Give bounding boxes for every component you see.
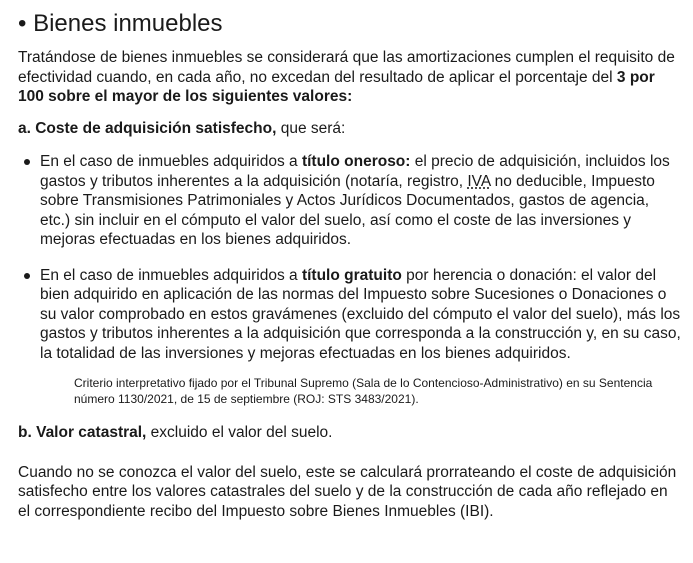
part-b-heading-rest: excluido el valor del suelo. xyxy=(146,424,333,441)
item-mid: el precio de adquisición, incluidos los gastos y tributos inherentes a la adquisición (notaría, registro, xyxy=(40,153,670,190)
part-a-list xyxy=(18,152,681,363)
item-post: no deducible, Impuesto sobre Transmisiones Patrimoniales y Actos Jurídicos Documentados, gastos de agencia, etc.) sin incluir en el cómputo el valor del suelo, así como el coste de las inversiones y mejoras efectuadas en los bienes adquiridos. xyxy=(40,172,655,248)
closing-paragraph: Cuando no se conozca el valor del suelo, este se calculará prorrateando el coste de adquisición satisfecho entre los valores catastrales del suelo y de la construcción de cada año reflejado en el correspondiente recibo del Impuesto sobre Bienes Inmuebles (IBI). xyxy=(18,463,677,520)
intro-bold: 3 por 100 sobre el mayor de los siguientes valores: xyxy=(18,68,655,105)
part-a-heading-rest: que será: xyxy=(276,119,346,137)
item-post: por herencia o donación: el valor del bien adquirido en aplicación de las normas del Impuesto sobre Sucesiones o Donaciones o su valor comprobado en estos gravámenes (excluido del cómputo el valor del suelo), más los gastos y tributos inherentes a la adquisición que corresponda a la construcción y, en su caso, la totalidad de las inversiones y mejoras efectuadas en los bienes adquiridos. xyxy=(40,266,681,362)
part-b-heading-bold: b. Valor catastral, xyxy=(18,424,147,441)
part-b-heading xyxy=(18,423,681,443)
part-a-heading xyxy=(18,119,681,139)
iva-abbreviation[interactable]: IVA xyxy=(467,172,491,190)
bullet-icon xyxy=(24,273,30,279)
item-bold: título oneroso: xyxy=(301,153,411,170)
bullet-glyph: • xyxy=(18,10,27,37)
section-title xyxy=(18,10,681,38)
list-item-gratuito xyxy=(18,266,681,364)
item-pre: En el caso de inmuebles adquiridos a xyxy=(40,153,302,170)
section-title-text: Bienes inmuebles xyxy=(33,10,223,37)
part-a-heading-bold: a. Coste de adquisición satisfecho, xyxy=(18,119,277,137)
court-criterion-note: Criterio interpretativo fijado por el Tribunal Supremo (Sala de lo Contencioso-Administrativo) en su Sentencia número 1130/2021, de 15 de septiembre (ROJ: STS 3483/2021). xyxy=(74,376,653,406)
item-pre: En el caso de inmuebles adquiridos a xyxy=(40,266,302,284)
intro-paragraph xyxy=(18,48,681,107)
list-item-oneroso xyxy=(18,152,681,250)
bullet-icon xyxy=(24,159,30,165)
item-bold: título gratuito xyxy=(301,266,402,284)
intro-text: Tratándose de bienes inmuebles se considerará que las amortizaciones cumplen el requisito de efectividad cuando, en cada año, no excedan del resultado de aplicar el porcentaje del xyxy=(18,49,675,86)
